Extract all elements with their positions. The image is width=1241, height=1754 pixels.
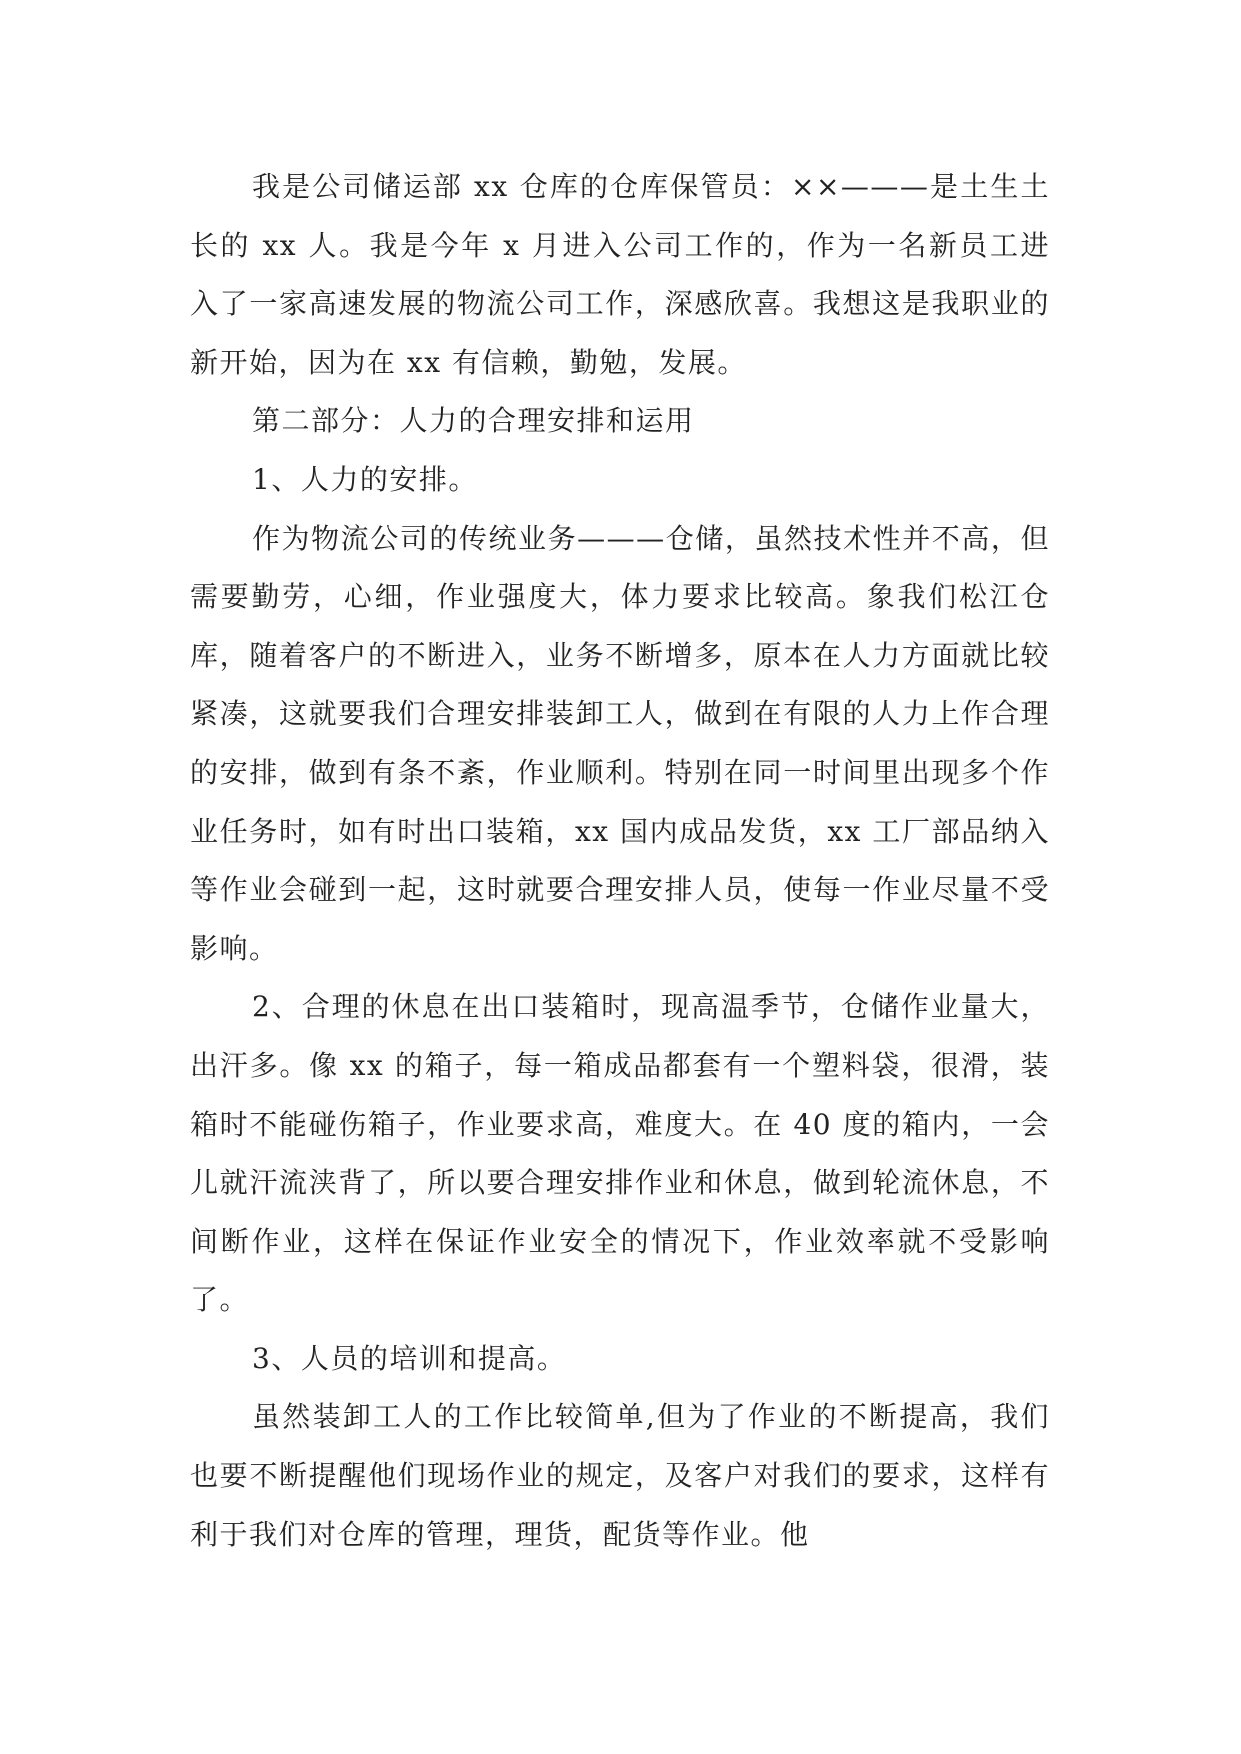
- item-heading-1: 1、人力的安排。: [252, 462, 478, 496]
- paragraph-rest-arrangement: 2、合理的休息在出口装箱时，现高温季节，仓储作业量大，出汗多。像 xx 的箱子，每一箱成品都套有一个塑料袋，很滑，装箱时不能碰伤箱子，作业要求高，难度大。在 40 度的箱内，一会儿就汗流浃背了，所以要合理安排作业和休息，做到轮流休息，不间断作业，这样在保证作业安全的情况下，作业效率就不受影响了。: [190, 990, 1050, 1317]
- document-body: [190, 158, 1050, 1564]
- paragraph-training: 虽然装卸工人的工作比较简单,但为了作业的不断提高，我们也要不断提醒他们现场作业的规定，及客户对我们的要求，这样有利于我们对仓库的管理，理货，配货等作业。他: [190, 1400, 1050, 1551]
- section-heading: 第二部分：人力的合理安排和运用: [252, 404, 695, 438]
- paragraph-intro: 我是公司储运部 xx 仓库的仓库保管员：××———是土生土长的 xx 人。我是今年 x 月进入公司工作的，作为一名新员工进入了一家高速发展的物流公司工作，深感欣喜。我想这是我职业的新开始，因为在 xx 有信赖，勤勉，发展。: [190, 170, 1050, 379]
- item-heading-3: 3、人员的培训和提高。: [252, 1341, 567, 1375]
- paragraph-manpower-arrangement: 作为物流公司的传统业务———仓储，虽然技术性并不高，但需要勤劳，心细，作业强度大，体力要求比较高。象我们松江仓库，随着客户的不断进入，业务不断增多，原本在人力方面就比较紧凑，这就要我们合理安排装卸工人，做到在有限的人力上作合理的安排，做到有条不紊，作业顺利。特别在同一时间里出现多个作业任务时，如有时出口装箱，xx 国内成品发货，xx 工厂部品纳入等作业会碰到一起，这时就要合理安排人员，使每一作业尽量不受影响。: [190, 521, 1050, 965]
